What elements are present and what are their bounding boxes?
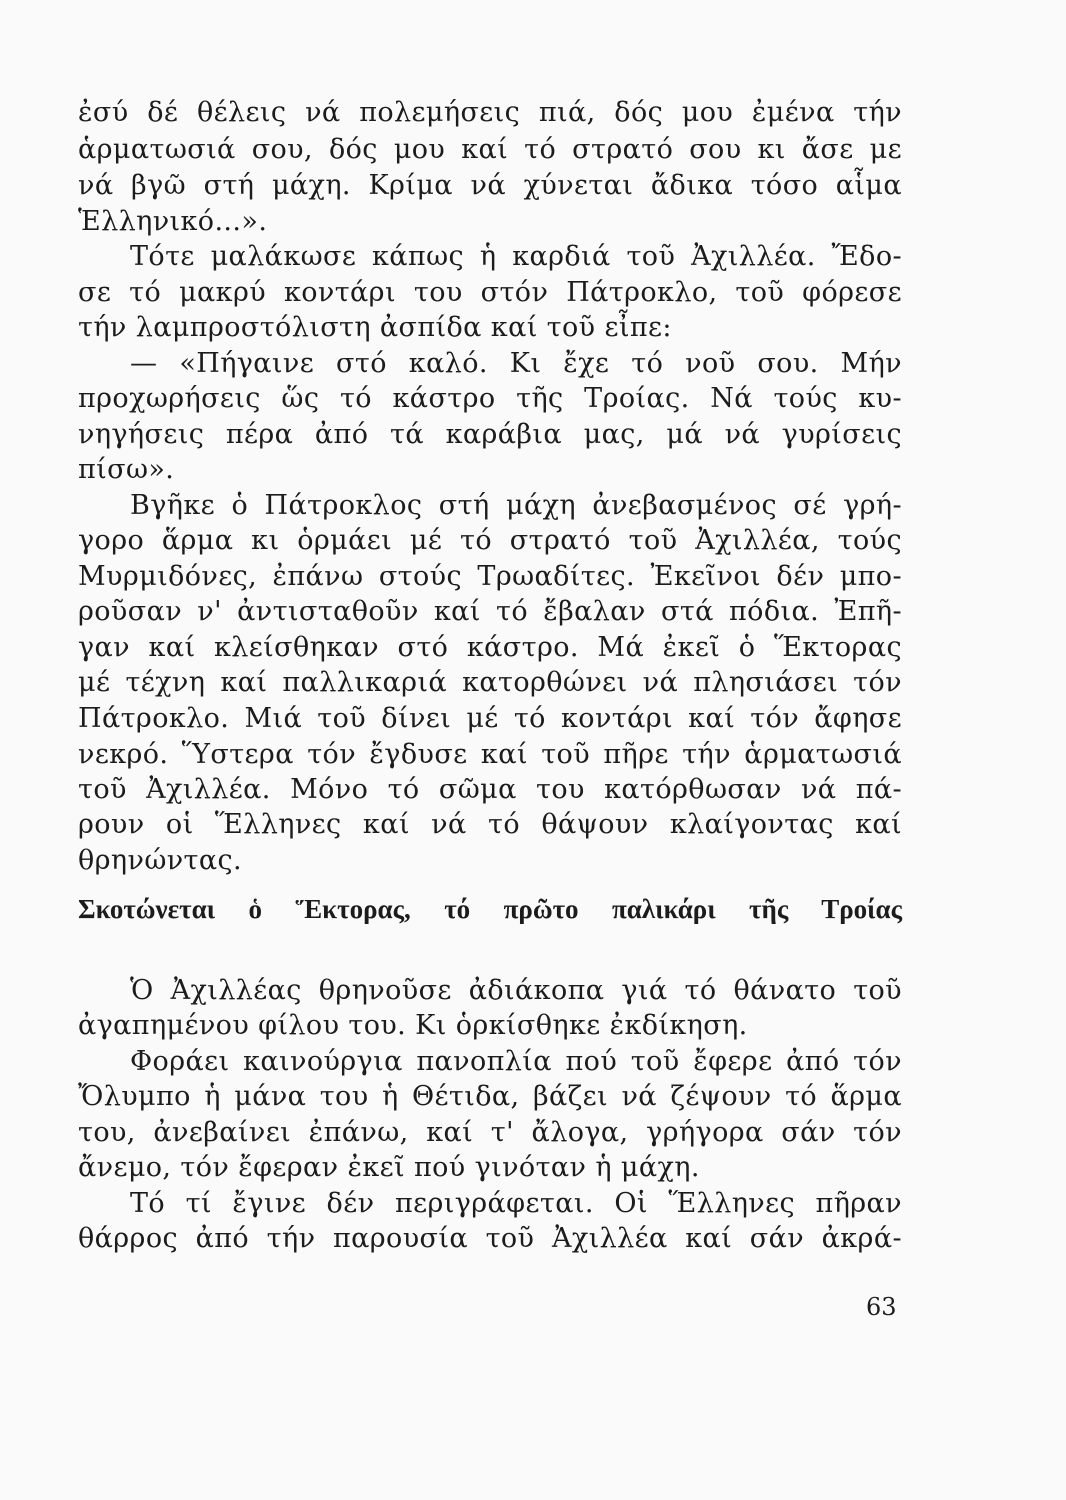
text-line: Τότε μαλάκωσε κάπως ἡ καρδιά τοῦ Ἀχιλλέα. Ἔδο- bbox=[130, 241, 902, 272]
text-line: ρουν οἱ Ἕλληνες καί νά τό θάψουν κλαίγοντας καί bbox=[78, 809, 902, 840]
text-line: ροῦσαν ν' ἀντισταθοῦν καί τό ἔβαλαν στά πόδια. Ἐπῆ- bbox=[78, 596, 902, 627]
text-line: μέ τέχνη καί παλλικαριά κατορθώνει νά πλησιάσει τόν bbox=[78, 667, 902, 698]
text-line: — «Πήγαινε στό καλό. Κι ἔχε τό νοῦ σου. Μήν bbox=[130, 348, 902, 379]
text-line: προχωρήσεις ὥς τό κάστρο τῆς Τροίας. Νά τούς κυ- bbox=[78, 383, 902, 414]
text-line: του, ἀνεβαίνει ἐπάνω, καί τ' ἄλογα, γρήγορα σάν τόν bbox=[78, 1117, 902, 1148]
section-heading: Σκοτώνεται ὁ Ἕκτορας, τό πρῶτο παλικάρι τῆς Τροίας bbox=[78, 894, 902, 924]
text-line: νεκρό. Ὕστερα τόν ἔγδυσε καί τοῦ πῆρε τήν ἁρματωσιά bbox=[78, 739, 902, 770]
text-line: Ὁ Ἀχιλλέας θρηνοῦσε ἀδιάκοπα γιά τό θάνατο τοῦ bbox=[130, 975, 902, 1006]
text-line: σε τό μακρύ κοντάρι του στόν Πάτροκλο, τοῦ φόρεσε bbox=[78, 277, 902, 308]
text-line: νηγήσεις πέρα ἀπό τά καράβια μας, μά νά γυρίσεις bbox=[78, 419, 902, 450]
page-number: 63 bbox=[866, 1293, 897, 1321]
text-line: ἐσύ δέ θέλεις νά πολεμήσεις πιά, δός μου ἐμένα τήν bbox=[78, 97, 902, 128]
text-line: πίσω». bbox=[78, 454, 175, 485]
text-line: Ὄλυμπο ἡ μάνα του ἡ Θέτιδα, βάζει νά ζέψουν τό ἅρμα bbox=[78, 1081, 902, 1112]
text-line: Μυρμιδόνες, ἐπάνω στούς Τρωαδίτες. Ἐκεῖνοι δέν μπο- bbox=[78, 561, 902, 592]
text-line: Τό τί ἔγινε δέν περιγράφεται. Οἱ Ἕλληνες πῆραν bbox=[130, 1188, 902, 1219]
text-line: Ἑλληνικό...». bbox=[78, 206, 268, 237]
text-line: Πάτροκλο. Μιά τοῦ δίνει μέ τό κοντάρι καί τόν ἄφησε bbox=[78, 703, 902, 734]
text-line: θάρρος ἀπό τήν παρουσία τοῦ Ἀχιλλέα καί σάν ἀκρά- bbox=[78, 1223, 902, 1254]
text-line: ἁρματωσιά σου, δός μου καί τό στρατό σου κι ἄσε με bbox=[78, 134, 902, 165]
text-line: θρηνώντας. bbox=[78, 845, 243, 876]
text-line: ἄνεμο, τόν ἔφεραν ἐκεῖ πού γινόταν ἡ μάχη. bbox=[78, 1152, 700, 1183]
text-line: Φοράει καινούργια πανοπλία πού τοῦ ἔφερε ἀπό τόν bbox=[130, 1046, 902, 1077]
text-line: τήν λαμπροστόλιστη ἀσπίδα καί τοῦ εἶπε: bbox=[78, 312, 672, 343]
text-line: γορο ἅρμα κι ὁρμάει μέ τό στρατό τοῦ Ἀχιλλέα, τούς bbox=[78, 525, 902, 556]
text-line: γαν καί κλείσθηκαν στό κάστρο. Μά ἐκεῖ ὁ Ἕκτορας bbox=[78, 632, 902, 663]
text-line: νά βγῶ στή μάχη. Κρίμα νά χύνεται ἄδικα τόσο αἷμα bbox=[78, 170, 902, 201]
text-line: τοῦ Ἀχιλλέα. Μόνο τό σῶμα του κατόρθωσαν νά πά- bbox=[78, 774, 902, 805]
text-line: ἀγαπημένου φίλου του. Κι ὁρκίσθηκε ἐκδίκηση. bbox=[78, 1010, 748, 1041]
text-line: Βγῆκε ὁ Πάτροκλος στή μάχη ἀνεβασμένος σέ γρή- bbox=[130, 490, 902, 521]
